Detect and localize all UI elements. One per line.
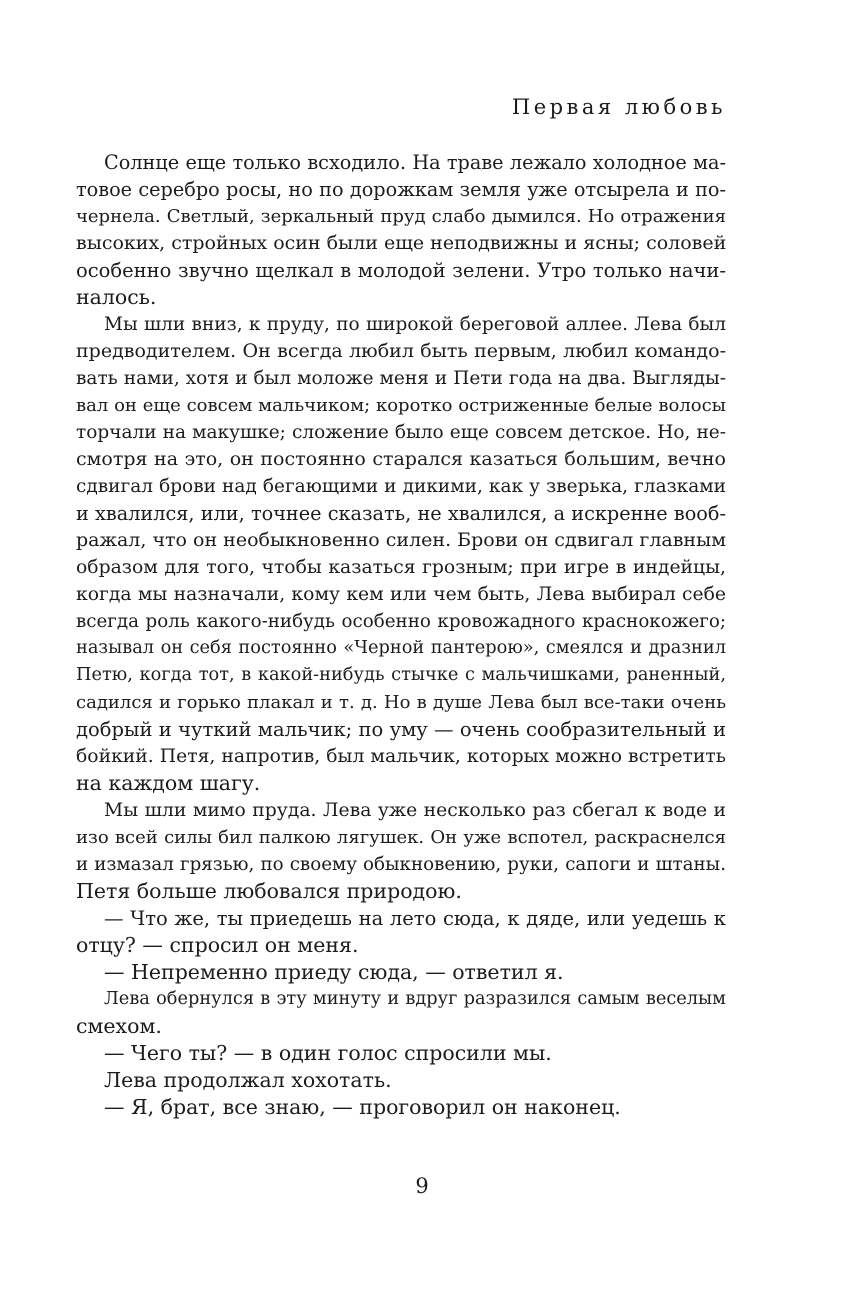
text-line: Петя больше любовался природою.: [76, 879, 462, 903]
body-text: [76, 149, 726, 1121]
text-line: вал он еще совсем мальчиком; коротко остриженные белые волосы: [76, 395, 726, 416]
text-line: сдвигал брови над бегающими и дикими, как у зверька, глазками: [76, 476, 726, 497]
text-line: называл он себя постоянно «Черной пантерою», смеялся и дразнил: [76, 638, 726, 658]
text-line: Петю, когда тот, в какой-нибудь стычке с мальчишками, раненный,: [76, 665, 726, 685]
text-line: чернела. Светлый, зеркальный пруд слабо дымился. Но отражения: [76, 206, 726, 227]
text-line: на каждом шагу.: [76, 771, 261, 795]
text-line: изо всей силы бил палкою лягушек. Он уже вспотел, раскраснелся: [76, 827, 726, 848]
text-line: налось.: [76, 285, 157, 309]
text-line: товое серебро росы, но по дорожкам земля уже отсырела и по-: [76, 178, 726, 201]
text-line: когда мы назначали, кому кем или чем быть, Лева выбирал себе: [76, 584, 726, 605]
text-line: — Чего ты? — в один голос спросили мы.: [104, 1041, 552, 1065]
text-line: ражал, что он необыкновенно силен. Брови он сдвигал главным: [76, 529, 726, 551]
text-line: Солнце еще только всходило. На траве лежало холодное ма-: [104, 151, 726, 174]
text-line: — Я, брат, все знаю, — проговорил он наконец.: [104, 1095, 621, 1119]
text-line: особенно звучно щелкал в молодой зелени. Утро только начи-: [76, 259, 726, 282]
text-line: и измазал грязью, по своему обыкновению, руки, сапоги и штаны.: [76, 854, 726, 875]
text-line: всегда роль какого-нибудь особенно кровожадного краснокожего;: [76, 611, 726, 632]
text-line: смехом.: [76, 1014, 162, 1038]
text-line: высоких, стройных осин были еще неподвижны и ясны; соловей: [76, 232, 726, 254]
page-number: 9: [415, 1174, 429, 1198]
text-line: Мы шли вниз, к пруду, по широкой береговой аллее. Лева был: [104, 314, 726, 335]
text-line: смотря на это, он постоянно старался казаться большим, вечно: [76, 448, 726, 470]
text-line: — Что же, ты приедешь на лето сюда, к дяде, или уедешь к: [104, 907, 726, 930]
text-line: торчали на макушке; сложение было еще совсем детское. Но, не-: [76, 422, 726, 443]
running-head: Первая любовь: [511, 95, 726, 119]
text-line: и хвалился, или, точнее сказать, не хвалился, а искренне вооб-: [76, 502, 726, 525]
text-line: бойкий. Петя, напротив, был мальчик, которых можно встретить: [76, 746, 726, 767]
text-line: предводителем. Он всегда любил быть первым, любил командо-: [76, 340, 726, 362]
text-line: Мы шли мимо пруда. Лева уже несколько раз сбегал к воде и: [104, 800, 726, 821]
text-line: отцу? — спросил он меня.: [76, 933, 359, 957]
text-line: образом для того, чтобы казаться грозным; при игре в индейцы,: [76, 557, 726, 578]
text-line: садился и горько плакал и т. д. Но в душе Лева был все-таки очень: [76, 692, 726, 713]
text-line: — Непременно приеду сюда, — ответил я.: [104, 960, 564, 984]
text-line: вать нами, хотя и был моложе меня и Пети года на два. Выгляды-: [76, 368, 726, 389]
text-line: Лева продолжал хохотать.: [104, 1068, 392, 1092]
text-line: Лева обернулся в эту минуту и вдруг разразился самым веселым: [104, 989, 726, 1009]
text-line: добрый и чуткий мальчик; по уму — очень сообразительный и: [76, 718, 726, 741]
